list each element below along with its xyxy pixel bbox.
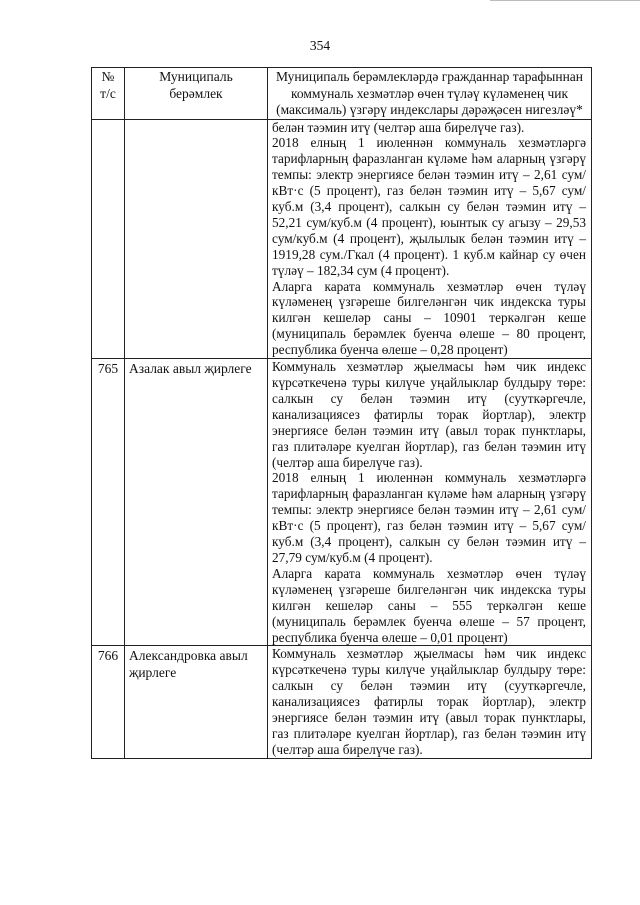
row-number: 766 — [92, 646, 125, 758]
top-edge-line — [490, 0, 640, 1]
header-municipality-text: Муниципаль берәмлек — [159, 69, 233, 101]
table-row — [92, 119, 592, 359]
row-basis — [268, 646, 592, 758]
header-number — [92, 68, 125, 120]
tariff-table — [91, 67, 592, 759]
row-basis — [268, 119, 592, 359]
row-paragraph: 2018 елның 1 июленнән коммуналь хезмәтләргә тарифларның фаразланган күләме һәм аларның үзгәрү темпы: электр энергиясе белән тәэмин итү – 2,61 сум/кВт·с (5 процент), газ белән тәэмин итү – 5,67 сум/куб.м (3,4 процент), салкын су белән тәэмин итү – 27,79 сум/куб.м (4 процент). — [272, 470, 586, 565]
row-paragraph: Коммуналь хезмәтләр җыелмасы һәм чик индекс күрсәткеченә туры килүче уңайлыклар булдыру төре: салкын су белән тәэмин итү (сууткәргечле, канализациясез фатирлы торак йортлар), электр энергиясе белән тәэмин итү (авыл торак пунктлары, газ плитәләре куелган йортлар), газ белән тәэмин итү (челтәр аша бирелүче газ). — [272, 359, 586, 470]
header-basis — [268, 68, 592, 120]
header-municipality — [125, 68, 268, 120]
row-paragraph: Коммуналь хезмәтләр җыелмасы һәм чик индекс күрсәткеченә туры килүче уңайлыклар булдыру төре: салкын су белән тәэмин итү (сууткәргечле, канализациясез фатирлы торак йортлар), электр энергиясе белән тәэмин итү (авыл торак пунктлары, газ плитәләре куелган йортлар), газ белән тәэмин итү (челтәр аша бирелүче газ). — [272, 646, 586, 757]
row-municipality: Александровка авыл җирлеге — [125, 646, 268, 758]
row-paragraph: 2018 елның 1 июленнән коммуналь хезмәтләргә тарифларның фаразланган күләме һәм аларның үзгәрү темпы: электр энергиясе белән тәэмин итү – 2,61 сум/кВт·с (5 процент), газ белән тәэмин итү – 5,67 сум/куб.м (3,4 процент), салкын су белән тәэмин итү – 52,21 сум/куб.м (4 процент), юынтык су агызу – 29,53 сум/куб.м (4 процент), җылылык белән тәэмин итү – 1919,28 сум./Гкал (4 процент). 1 куб.м кайнар су өчен түләү – 182,34 сум (4 процент). — [272, 135, 586, 278]
header-basis-text: Муниципаль берәмлекләрдә гражданнар тарафыннан коммуналь хезмәтләр өчен түләү күләменең чик (максималь) үзгәрү индекслары дәрәҗәсен нигезләү* — [275, 69, 584, 117]
row-paragraph: Аларга карата коммуналь хезмәтләр өчен түләү күләменең үзгәреше билгеләнгән чик индекска туры килгән кешеләр саны – 10901 теркәлгән кеше (муниципаль берәмлек буенча өлеше – 80 процент, республика буенча өлеше – 0,28 процент) — [272, 278, 586, 358]
row-number — [92, 119, 125, 359]
row-paragraph: белән тәэмин итү (челтәр аша бирелүче газ). — [272, 119, 525, 135]
table-header-row — [92, 68, 592, 120]
row-paragraph: Аларга карата коммуналь хезмәтләр өчен түләү күләменең үзгәреше билгеләнгән чик индекска туры килгән кешеләр саны – 555 теркәлгән кеше (муниципаль берәмлек буенча өлеше – 57 процент, республика буенча өлеше – 0,01 процент) — [272, 565, 586, 645]
row-number: 765 — [92, 359, 125, 646]
table-row — [92, 359, 592, 646]
row-basis — [268, 359, 592, 646]
header-number-text: № т/с — [100, 69, 116, 101]
table-row — [92, 646, 592, 758]
row-municipality — [125, 119, 268, 359]
row-municipality: Азалак авыл җирлеге — [125, 359, 268, 646]
page-number: 354 — [309, 38, 331, 53]
